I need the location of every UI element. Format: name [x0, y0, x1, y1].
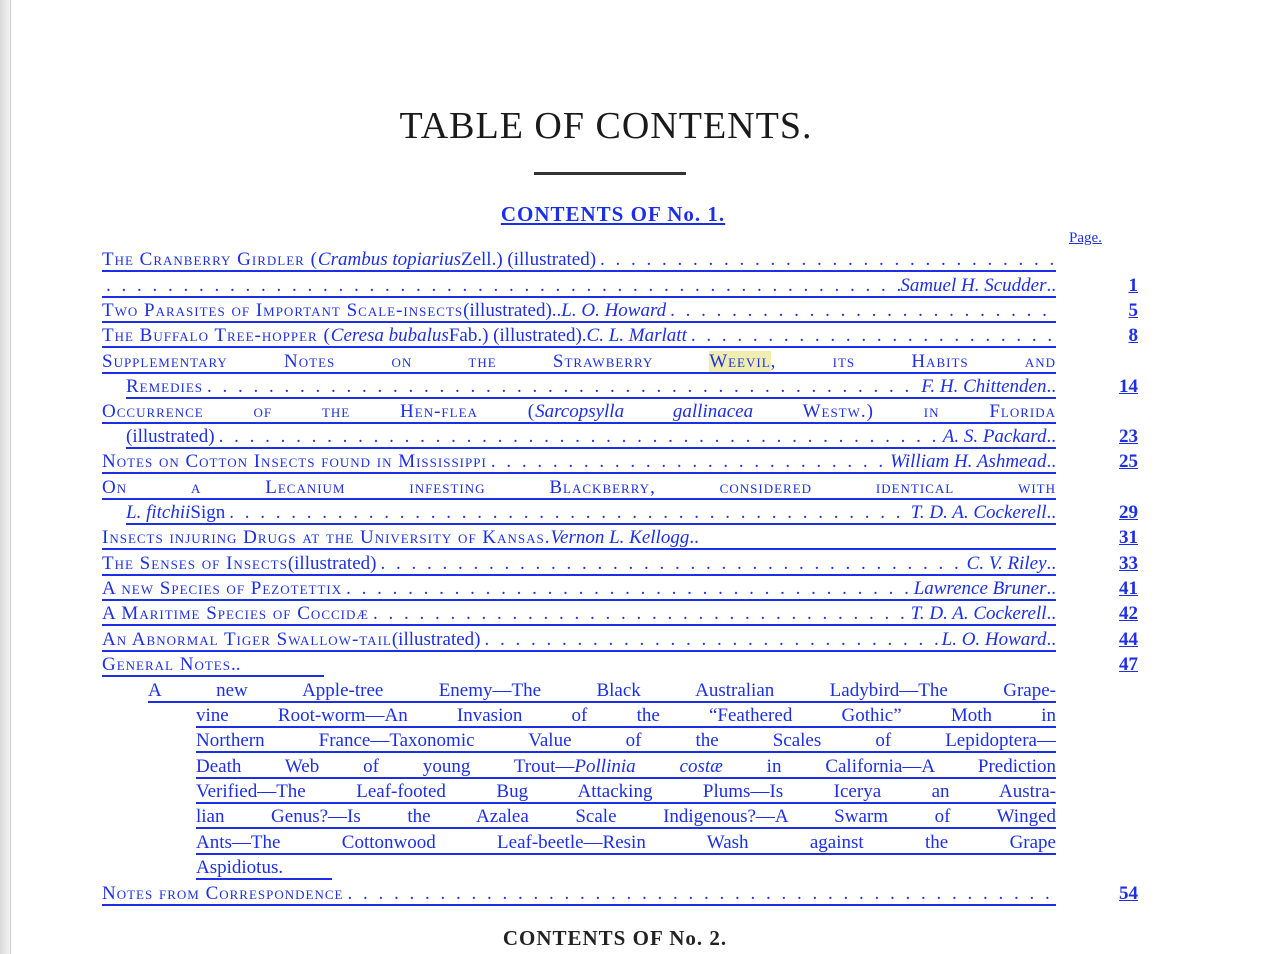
toc-entry-hen-flea[interactable] [102, 398, 1056, 424]
entry-author: T. D. A. Cockerell [910, 603, 1047, 624]
entry-title: Supplementary Notes on the Strawberry [102, 351, 710, 372]
dot-leader [666, 301, 1056, 321]
dot-leader [369, 604, 911, 624]
page-number[interactable]: 33 [1119, 553, 1138, 574]
page-number[interactable]: 42 [1119, 603, 1138, 624]
page-number[interactable]: 41 [1119, 578, 1138, 599]
entry-author: Samuel H. Scudder [900, 275, 1047, 296]
page-number[interactable]: 14 [1119, 376, 1138, 397]
toc-entry-two-parasites[interactable] [102, 297, 1056, 323]
dot-leader [342, 579, 914, 599]
entry-title: (illustrated) [126, 426, 215, 447]
dot-leader [102, 276, 900, 296]
entry-title: The Cranberry Girdler ( [102, 249, 318, 270]
toc-entry-strawberry-weevil-cont[interactable]: Remedies . . . F. H. Chittenden .. [126, 373, 1056, 399]
section-heading-no2: CONTENTS OF No. 2. [502, 926, 728, 950]
toc-entry-tiger-swallowtail[interactable]: An Abnormal Tiger Swallow-tail (illustrated) . . . L. O. Howard .. [102, 626, 1056, 652]
entry-author: Lawrence Bruner [913, 578, 1047, 599]
entry-title-rest: (illustrated) [287, 553, 377, 574]
section-heading-no1[interactable]: CONTENTS OF No. 1. [500, 202, 726, 226]
toc-entry-strawberry-weevil[interactable] [102, 348, 1056, 374]
entry-author: F. H. Chittenden [921, 376, 1047, 397]
dot-leader [487, 452, 890, 472]
general-notes-line[interactable]: Northern France—Taxonomic Value of the Scales of Lepidoptera— [196, 727, 1056, 753]
page-number[interactable]: 44 [1119, 629, 1138, 650]
page-number[interactable]: 23 [1119, 426, 1138, 447]
entry-author: T. D. A. Cockerell [910, 502, 1047, 523]
toc-entry-hen-flea-cont[interactable]: (illustrated) . . . A. S. Packard .. [126, 423, 1056, 449]
entry-author: William H. Ashmead [890, 451, 1047, 472]
toc-entry-lecanium[interactable] [102, 474, 1056, 500]
entry-title: Insects injuring Drugs at the University of Kansas. [102, 527, 551, 548]
entry-title: The Senses of Insects [102, 553, 288, 574]
general-notes-line[interactable]: Ants—The Cottonwood Leaf-beetle—Resin Wash against the Grape [196, 829, 1056, 855]
toc-entry-pezotettix[interactable]: A new Species of Pezotettix . . . Lawrence Bruner .. [102, 575, 1056, 601]
page-number[interactable]: 1 [1128, 275, 1138, 296]
entry-title: A new Species of Pezotettix [102, 578, 343, 599]
toc-entry-cotton-insects[interactable]: Notes on Cotton Insects found in Mississippi . . . William H. Ashmead .. [102, 448, 1056, 474]
entry-title-rest: (illustrated).. [463, 300, 562, 321]
entry-title: Occurrence of the Hen-flea ( [102, 401, 536, 422]
entry-latin-name: Ceresa bubalus [330, 325, 449, 346]
dot-leader [203, 377, 921, 397]
page-number[interactable]: 31 [1119, 527, 1138, 548]
entry-title: The Buffalo Tree-hopper ( [102, 325, 331, 346]
toc-entry-insects-drugs[interactable]: Insects injuring Drugs at the University of Kansas. Vernon L. Kellogg .. [102, 524, 1056, 550]
dot-leader [225, 503, 910, 523]
general-notes-line[interactable]: vine Root-worm—An Invasion of the “Feathered Gothic” Moth in [196, 702, 1056, 728]
dot-leader [376, 554, 966, 574]
general-notes-line[interactable]: lian Genus?—Is the Azalea Scale Indigenous?—A Swarm of Winged [196, 803, 1056, 829]
entry-title-rest: (illustrated) [391, 629, 481, 650]
entry-latin-name: Pollinia costæ [574, 756, 723, 777]
page-column-label[interactable]: Page. [1069, 230, 1102, 246]
entry-title-rest: Fab.) (illustrated). [448, 325, 587, 346]
entry-title-rest: , its Habits and [770, 351, 1056, 372]
entry-title-rest: Sign [190, 502, 226, 523]
entry-title: Notes on Cotton Insects found in Mississippi [102, 451, 487, 472]
dot-leader [596, 250, 1056, 270]
general-notes-line[interactable]: Aspidiotus. [196, 854, 332, 880]
entry-title: Notes from Correspondence [102, 883, 344, 904]
toc-entry-coccidae[interactable]: A Maritime Species of Coccidæ . . . T. D. A. Cockerell .. [102, 600, 1056, 626]
toc-entry-senses[interactable]: The Senses of Insects (illustrated) . . . C. V. Riley .. [102, 550, 1056, 576]
dot-leader [687, 326, 1056, 346]
entry-title: On a Lecanium infesting Blackberry, considered identical with [102, 477, 1056, 498]
page-number[interactable]: 47 [1119, 654, 1138, 675]
entry-title: Remedies [126, 376, 204, 397]
entry-author: L. O. Howard [941, 629, 1047, 650]
dot-leader [343, 884, 1056, 904]
toc-entry-cranberry-girdler[interactable] [102, 246, 1056, 272]
entry-title: Two Parasites of Important Scale-insects [102, 300, 464, 321]
entry-author: Vernon L. Kellogg [550, 527, 690, 548]
general-notes-line[interactable]: Verified—The Leaf-footed Bug Attacking Plums—Is Icerya an Austra- [196, 778, 1056, 804]
page-number[interactable]: 54 [1119, 883, 1138, 904]
general-notes-line[interactable]: Death Web of young Trout—Pollinia costæ in California—A Prediction [196, 753, 1056, 779]
dot-leader [480, 630, 941, 650]
search-highlight: Weevil [709, 351, 771, 372]
toc-entry-cranberry-girdler-author[interactable]: . . . Samuel H. Scudder .. [102, 272, 1056, 298]
general-notes-line[interactable]: A new Apple-tree Enemy—The Black Australian Ladybird—The Grape- [148, 677, 1056, 703]
entry-latin-name: Crambus topiarius [317, 249, 461, 270]
toc-entry-lecanium-cont[interactable]: L. fitchii Sign . . . T. D. A. Cockerell .. [126, 499, 1056, 525]
toc-entry-general-notes[interactable]: General Notes .. [102, 651, 324, 677]
entry-title: General Notes [102, 654, 231, 675]
entry-latin-name: L. fitchii [126, 502, 191, 523]
page-number[interactable]: 29 [1119, 502, 1138, 523]
entry-title-rest: Zell.) (illustrated) [460, 249, 597, 270]
dot-leader [215, 427, 943, 447]
toc-entry-correspondence[interactable] [102, 880, 1056, 906]
entry-title: A Maritime Species of Coccidæ [102, 603, 369, 624]
page-number[interactable]: 5 [1128, 300, 1138, 321]
entry-title-rest: Westw.) in Florida [753, 401, 1056, 422]
entry-author: A. S. Packard [942, 426, 1047, 447]
page-number[interactable]: 25 [1119, 451, 1138, 472]
entry-author: C. L. Marlatt [586, 325, 687, 346]
page-title: TABLE OF CONTENTS. [399, 105, 813, 147]
entry-author: C. V. Riley [966, 553, 1047, 574]
entry-latin-name: Sarcopsylla gallinacea [535, 401, 754, 422]
title-rule [534, 172, 686, 175]
entry-title: An Abnormal Tiger Swallow-tail [102, 629, 392, 650]
toc-entry-buffalo-tree-hopper[interactable] [102, 322, 1056, 348]
page-number[interactable]: 8 [1128, 325, 1138, 346]
entry-author: L. O. Howard [561, 300, 667, 321]
